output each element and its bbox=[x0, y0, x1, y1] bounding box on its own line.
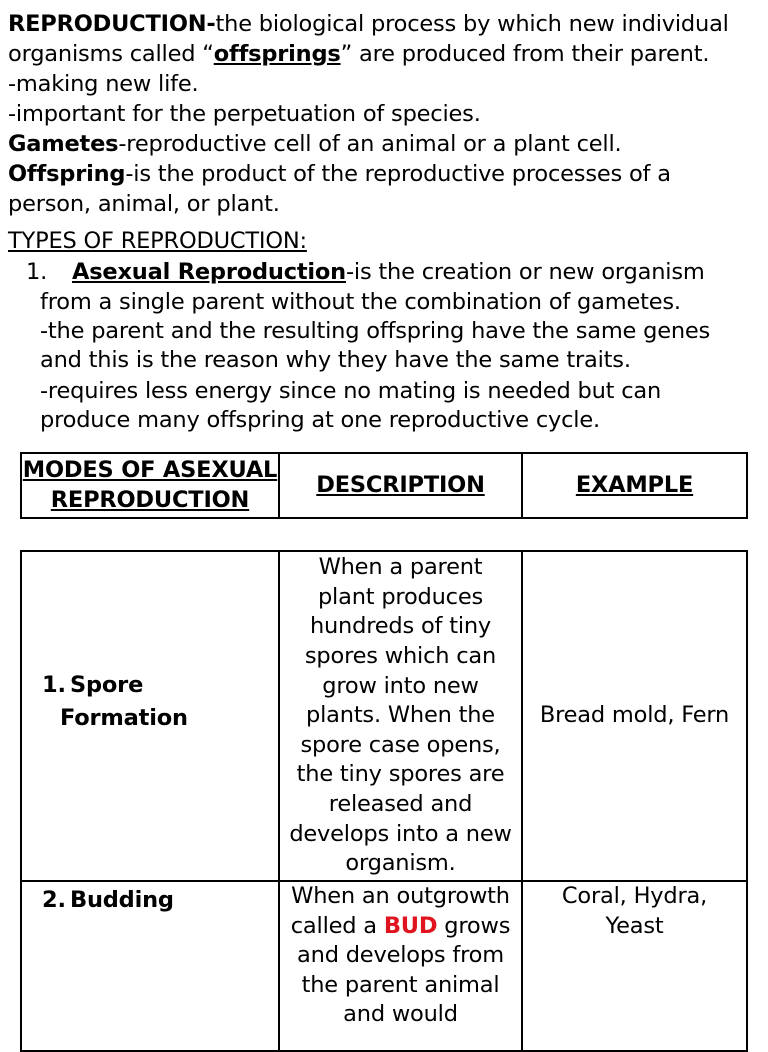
description-line: grow into new bbox=[322, 672, 479, 699]
example-text: Bread mold, Fern bbox=[539, 702, 730, 729]
description-line: and would bbox=[343, 1001, 458, 1028]
example-text: Yeast bbox=[605, 912, 664, 939]
asexual-item-line-4: and this is the reason why they have the same traits. bbox=[40, 347, 631, 373]
header-example: EXAMPLE bbox=[522, 453, 747, 518]
table-row bbox=[21, 551, 747, 881]
description-line: spores which can bbox=[304, 643, 497, 670]
reproduction-definition-line-1 bbox=[8, 9, 729, 39]
description-line: spore case opens, bbox=[300, 731, 501, 758]
description-text: grows bbox=[437, 912, 511, 939]
description-line: plant produces bbox=[317, 583, 484, 610]
example-text: Coral, Hydra, bbox=[561, 883, 708, 909]
bullet-making-new-life: -making new life. bbox=[8, 71, 199, 97]
description-line: organism. bbox=[345, 850, 456, 877]
description-line: When an outgrowth bbox=[291, 883, 510, 909]
asexual-item-line-6: produce many offspring at one reproductive cycle. bbox=[40, 407, 600, 433]
asexual-item-line-5: -requires less energy since no mating is needed but can bbox=[40, 378, 662, 404]
reproduction-term: REPRODUCTION- bbox=[8, 11, 216, 37]
asexual-item-line-3: -the parent and the resulting offspring have the same genes bbox=[40, 318, 711, 344]
header-description: DESCRIPTION bbox=[279, 453, 522, 518]
mode-cell bbox=[21, 881, 279, 1051]
description-line: develops into a new bbox=[289, 820, 512, 847]
mode-number: 2. bbox=[42, 887, 66, 913]
mode-cell bbox=[21, 551, 279, 881]
description-cell bbox=[279, 551, 522, 881]
description-line: hundreds of tiny bbox=[309, 613, 492, 640]
description-line: and develops from bbox=[297, 942, 504, 969]
bud-highlight: BUD bbox=[383, 912, 438, 939]
offspring-text: -is the product of the reproductive processes of a bbox=[125, 161, 671, 187]
description-line: plants. When the bbox=[306, 702, 495, 729]
description-line: released and bbox=[328, 790, 473, 817]
mode-name: Spore bbox=[70, 672, 144, 698]
offspring-definition-line-2: person, animal, or plant. bbox=[8, 191, 280, 217]
types-heading: TYPES OF REPRODUCTION: bbox=[8, 228, 307, 254]
description-cell bbox=[279, 881, 522, 1051]
header-modes-line-2: REPRODUCTION bbox=[50, 486, 250, 513]
description-line: the parent animal bbox=[301, 971, 500, 998]
modes-table bbox=[20, 550, 748, 1052]
description-line: the tiny spores are bbox=[296, 761, 505, 788]
asexual-item-line-2: from a single parent without the combination of gametes. bbox=[40, 289, 681, 315]
reproduction-definition-text: organisms called “ bbox=[8, 41, 214, 67]
offspring-definition-line-1 bbox=[8, 159, 671, 189]
description-text: called a bbox=[290, 912, 384, 939]
asexual-text: -is the creation or new organism bbox=[345, 259, 705, 285]
item-number: 1. bbox=[26, 259, 48, 285]
table-row bbox=[21, 881, 747, 1051]
asexual-reproduction-term: Asexual Reproduction bbox=[72, 259, 346, 285]
gametes-term: Gametes bbox=[8, 131, 119, 157]
asexual-item-line-1 bbox=[26, 257, 705, 287]
mode-name: Budding bbox=[70, 887, 174, 913]
reproduction-definition-text: the biological process by which new individual bbox=[215, 11, 729, 37]
example-cell bbox=[522, 551, 747, 881]
gametes-text: -reproductive cell of an animal or a plant cell. bbox=[118, 131, 622, 157]
example-cell bbox=[522, 881, 747, 1051]
offspring-term: Offspring bbox=[8, 161, 126, 187]
header-modes-line-1: MODES OF ASEXUAL bbox=[22, 456, 278, 483]
bullet-perpetuation: -important for the perpetuation of species. bbox=[8, 101, 481, 127]
reproduction-definition-line-2 bbox=[8, 39, 709, 69]
reproduction-definition-text: ” are produced from their parent. bbox=[340, 41, 710, 67]
description-line bbox=[284, 912, 517, 942]
mode-number: 1. bbox=[42, 672, 66, 698]
offsprings-word: offsprings bbox=[213, 41, 341, 67]
header-modes bbox=[21, 453, 279, 518]
modes-header-table bbox=[20, 452, 748, 519]
gametes-definition bbox=[8, 129, 621, 159]
description-line: When a parent bbox=[318, 554, 483, 581]
mode-name-line-2: Formation bbox=[60, 705, 188, 731]
